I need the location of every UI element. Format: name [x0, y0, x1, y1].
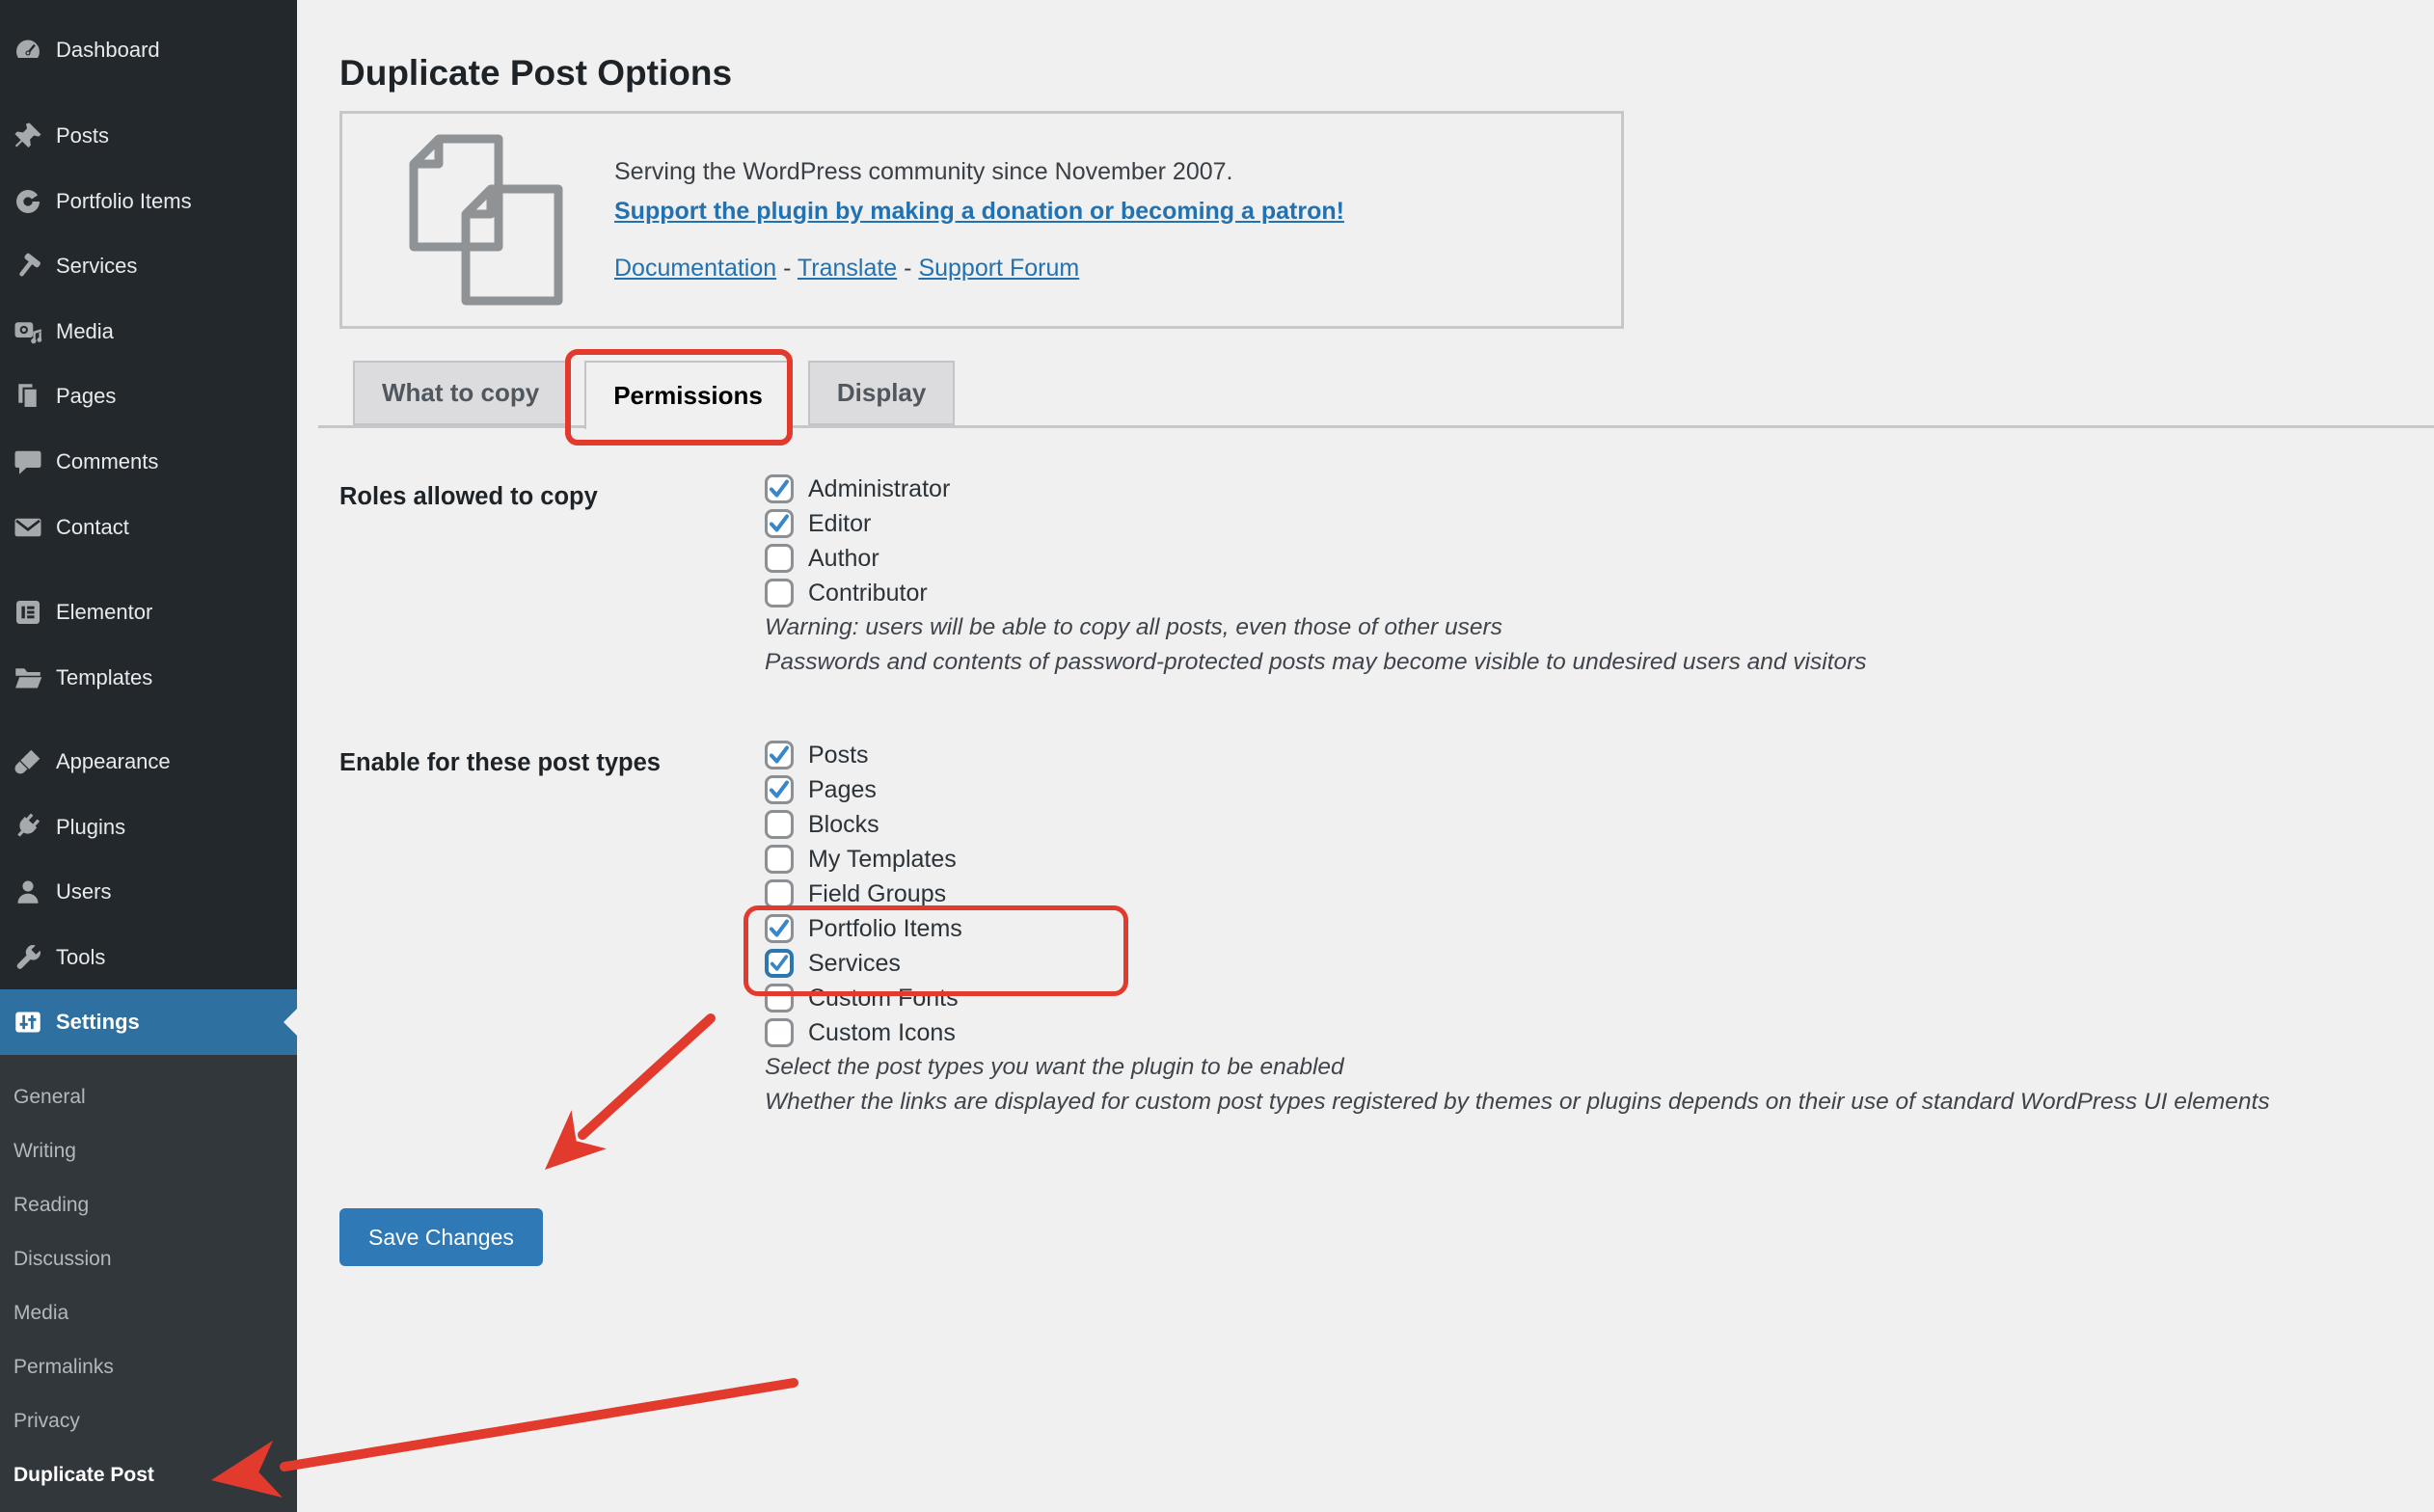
admin-sidebar	[0, 0, 297, 1512]
sidebar-item-label: Appearance	[56, 749, 171, 773]
tab-permissions[interactable]: Permissions	[584, 361, 792, 429]
submenu-item-general[interactable]	[0, 1070, 297, 1124]
sidebar-item-label: Elementor	[56, 600, 153, 624]
plugin-tagline: Serving the WordPress community since November 2007.	[614, 157, 1233, 185]
submenu-item-reading[interactable]	[0, 1178, 297, 1232]
sidebar-item-label: Pages	[56, 384, 117, 409]
arrow-to-duplicate-post-menu	[211, 1383, 794, 1498]
sidebar-item-label: Services	[56, 254, 138, 279]
pages-icon	[14, 382, 42, 411]
sidebar-item-media[interactable]	[0, 299, 297, 364]
checkbox-label: Posts	[808, 741, 869, 769]
sidebar-item-label: Portfolio Items	[56, 188, 192, 213]
sidebar-item-label: Settings	[56, 1010, 140, 1035]
checkbox-label: Contributor	[808, 579, 928, 607]
plugin-links	[614, 255, 1344, 283]
section-note: Whether the links are displayed for custom post types registered by themes or plugins depends on their use of standard WordPress UI elements	[765, 1089, 2270, 1115]
checkbox-label: Services	[808, 949, 901, 977]
tab-display[interactable]: Display	[808, 361, 956, 425]
checkbox-label: Editor	[808, 509, 872, 537]
checkbox-row-pages	[765, 772, 2270, 807]
sidebar-item-settings[interactable]	[0, 989, 297, 1055]
user-icon	[14, 878, 42, 906]
checkbox-blocks[interactable]	[765, 810, 794, 839]
submenu-item-media[interactable]	[0, 1286, 297, 1340]
submenu-item-discussion[interactable]	[0, 1232, 297, 1286]
sidebar-item-label: Templates	[56, 664, 153, 689]
gauge-icon	[14, 36, 42, 65]
checkbox-row-custom-fonts	[765, 981, 2270, 1015]
settings-submenu	[0, 1055, 297, 1512]
submenu-item-privacy[interactable]	[0, 1394, 297, 1448]
section-note: Passwords and contents of password-protected posts may become visible to undesired users and visitors	[765, 649, 1867, 675]
settings-tabs	[353, 361, 955, 429]
sidebar-item-comments[interactable]	[0, 429, 297, 495]
wrench-icon	[14, 943, 42, 972]
sidebar-item-pages[interactable]	[0, 364, 297, 430]
sidebar-item-portfolio-items[interactable]	[0, 169, 297, 234]
submenu-item-label: General	[14, 1086, 86, 1109]
checkbox-row-administrator	[765, 472, 1867, 506]
checkbox-label: Field Groups	[808, 879, 947, 907]
sidebar-item-services[interactable]	[0, 234, 297, 300]
section-note: Select the post types you want the plugin to be enabled	[765, 1054, 1344, 1080]
sidebar-item-dashboard[interactable]	[0, 17, 297, 83]
sidebar-item-contact[interactable]	[0, 495, 297, 560]
sidebar-item-tools[interactable]	[0, 925, 297, 990]
menu-separator	[0, 559, 297, 580]
checkbox-pages[interactable]	[765, 775, 794, 804]
save-changes-button[interactable]: Save Changes	[339, 1208, 543, 1266]
checkbox-label: My Templates	[808, 845, 957, 873]
section-body	[765, 472, 1867, 680]
section-label: Roles allowed to copy	[339, 483, 598, 510]
plug-icon	[14, 813, 42, 842]
checkbox-row-my-templates	[765, 842, 2270, 877]
checkbox-custom-icons[interactable]	[765, 1018, 794, 1047]
support-forum-link[interactable]: Support Forum	[918, 254, 1080, 282]
checkbox-posts[interactable]	[765, 741, 794, 770]
page-title: Duplicate Post Options	[339, 52, 733, 93]
post-types-section	[339, 738, 2270, 1120]
menu-separator	[0, 710, 297, 729]
checkbox-row-portfolio-items	[765, 911, 2270, 946]
checkbox-label: Administrator	[808, 474, 951, 502]
submenu-item-label: Reading	[14, 1194, 90, 1217]
checkbox-label: Author	[808, 544, 879, 572]
menu-separator	[0, 83, 297, 104]
checkbox-label: Custom Icons	[808, 1018, 956, 1046]
sidebar-item-label: Dashboard	[56, 37, 160, 62]
brush-icon	[14, 747, 42, 776]
checkbox-field-groups[interactable]	[765, 879, 794, 908]
translate-link[interactable]: Translate	[797, 254, 898, 282]
submenu-item-label: Writing	[14, 1140, 76, 1163]
settings-icon	[14, 1008, 42, 1037]
submenu-item-writing[interactable]	[0, 1124, 297, 1178]
elementor-icon	[14, 598, 42, 627]
donation-link[interactable]: Support the plugin by making a donation or becoming a patron!	[614, 197, 1344, 225]
pin-icon	[14, 122, 42, 150]
comment-icon	[14, 447, 42, 476]
section-label: Enable for these post types	[339, 749, 661, 776]
sidebar-item-plugins[interactable]	[0, 795, 297, 860]
sidebar-item-posts[interactable]	[0, 103, 297, 169]
folder-icon	[14, 663, 42, 692]
sidebar-item-label: Plugins	[56, 814, 126, 839]
documentation-link[interactable]: Documentation	[614, 254, 777, 282]
submenu-item-label: Discussion	[14, 1248, 112, 1271]
checkbox-contributor[interactable]	[765, 579, 794, 608]
checkbox-author[interactable]	[765, 544, 794, 573]
sidebar-item-label: Tools	[56, 944, 106, 969]
section-body	[765, 738, 2270, 1120]
checkbox-label: Portfolio Items	[808, 914, 962, 942]
checkbox-administrator[interactable]	[765, 474, 794, 503]
submenu-item-label: Media	[14, 1302, 69, 1325]
checkbox-editor[interactable]	[765, 509, 794, 538]
media-icon	[14, 317, 42, 346]
checkbox-row-services	[765, 946, 2270, 981]
checkbox-label: Pages	[808, 775, 877, 803]
roles-section	[339, 472, 1867, 680]
checkbox-label: Custom Fonts	[808, 984, 959, 1012]
sidebar-item-appearance[interactable]	[0, 729, 297, 795]
sidebar-item-label: Posts	[56, 123, 110, 148]
checkbox-row-editor	[765, 506, 1867, 541]
checkbox-row-blocks	[765, 807, 2270, 842]
submenu-item-label: Permalinks	[14, 1356, 114, 1379]
tab-what-to-copy[interactable]: What to copy	[353, 361, 568, 425]
submenu-item-label: Privacy	[14, 1410, 80, 1433]
checkbox-label: Blocks	[808, 810, 879, 838]
submenu-item-duplicate-post[interactable]	[0, 1448, 297, 1502]
portfolio-icon	[14, 187, 42, 216]
checkbox-row-field-groups	[765, 877, 2270, 911]
sidebar-item-label: Users	[56, 879, 112, 904]
hammer-icon	[14, 252, 42, 281]
sidebar-item-templates[interactable]	[0, 645, 297, 711]
checkbox-row-posts	[765, 738, 2270, 772]
sidebar-item-label: Contact	[56, 514, 129, 539]
checkbox-portfolio-items[interactable]	[765, 914, 794, 943]
checkbox-row-custom-icons	[765, 1015, 2270, 1050]
checkbox-row-contributor	[765, 576, 1867, 610]
section-note: Warning: users will be able to copy all posts, even those of other users	[765, 614, 1502, 640]
sidebar-item-users[interactable]	[0, 859, 297, 925]
sidebar-item-elementor[interactable]	[0, 580, 297, 645]
duplicate-post-logo-icon	[406, 133, 570, 307]
checkbox-services[interactable]	[765, 949, 794, 978]
submenu-item-permalinks[interactable]	[0, 1340, 297, 1394]
email-icon	[14, 513, 42, 542]
checkbox-my-templates[interactable]	[765, 845, 794, 874]
link-separator: -	[897, 254, 919, 282]
checkbox-custom-fonts[interactable]	[765, 984, 794, 1012]
plugin-info-box	[339, 111, 1624, 329]
sidebar-item-label: Comments	[56, 449, 159, 474]
sidebar-item-label: Media	[56, 318, 114, 343]
active-menu-arrow-notch	[284, 1009, 297, 1036]
checkbox-row-author	[765, 541, 1867, 576]
link-separator: -	[776, 254, 798, 282]
submenu-item-label: Duplicate Post	[14, 1464, 154, 1487]
